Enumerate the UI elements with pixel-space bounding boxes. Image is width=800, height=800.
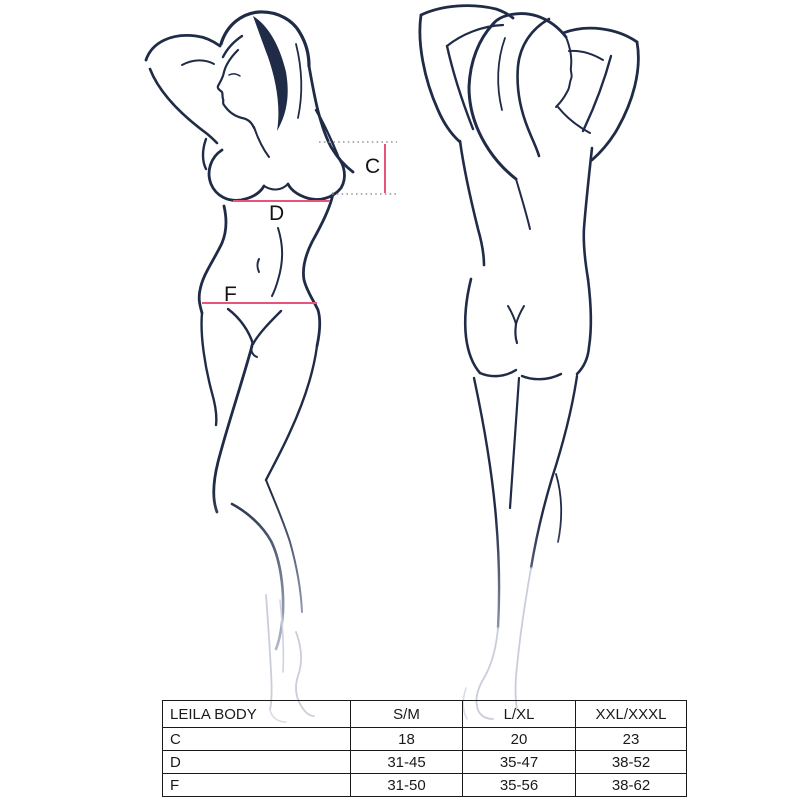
back-hair-outer [469,24,516,179]
back-right-shin-faint [516,568,532,710]
front-calf-line [232,504,283,649]
front-left-wrist-line [182,60,214,65]
back-left-hip-line [465,279,480,373]
back-hair-inner [518,19,549,156]
table-row-f [163,774,687,797]
table-row-d [163,751,687,774]
back-figure-illustration [420,6,638,719]
back-left-leg-outer [474,378,499,628]
front-hair-strand [296,44,301,118]
back-face-profile [556,37,572,107]
back-left-upperarm-outer [420,15,460,142]
back-left-cheek-line [480,370,516,376]
size-table-header-row [163,701,687,728]
table-row-c [163,728,687,751]
back-right-leg-outer [531,376,577,568]
value-d-xxl: 38-52 [576,751,687,774]
back-right-forearm-line [563,28,637,42]
size-column-xxl: XXL/XXXL [576,701,687,728]
size-table [162,700,687,797]
front-hair-mass [253,16,288,131]
back-right-upperarm-outer [592,42,638,160]
back-left-forearm-line [421,6,513,18]
back-right-upperarm-inner [583,56,611,131]
back-right-hip-line [577,279,591,374]
front-right-waist-hip-line [303,194,333,346]
front-neck-line [254,127,269,157]
front-navel-mark [258,259,260,272]
back-right-torso-line [584,148,592,279]
back-hair-tail [516,179,530,229]
front-face-profile [218,50,254,128]
value-c-lxl: 20 [463,728,576,751]
row-label-f: F [163,774,351,797]
back-crease-left [508,306,516,324]
back-right-hand-line [569,51,603,60]
front-hairline-left [223,36,242,57]
size-column-sm: S/M [351,701,463,728]
measure-label-d: D [269,202,285,225]
size-column-lxl: L/XL [463,701,576,728]
front-ab-line [272,228,282,296]
front-left-thigh-outer [202,313,217,425]
value-d-lxl: 35-47 [463,751,576,774]
front-left-forearm-line [146,35,220,60]
front-eye-line [229,74,240,76]
front-cross-thigh-line [214,346,252,512]
front-figure-illustration [146,12,353,722]
front-left-breast-line [209,150,264,200]
front-left-waist-hip-line [199,206,226,313]
back-right-cheek-line [522,374,561,379]
value-d-sm: 31-45 [351,751,463,774]
front-right-breast-line [288,156,344,200]
front-hair-flow-right [309,66,353,172]
front-bikini-line-right [253,311,281,344]
value-f-xxl: 38-62 [576,774,687,797]
value-f-lxl: 35-56 [463,774,576,797]
back-hair-strand [498,38,505,110]
back-left-forearm-inner [447,25,503,46]
front-right-shoulder-line [316,110,338,156]
back-crease-stem [515,324,517,343]
front-shin-faint-a [266,595,272,710]
back-crease-right [516,306,524,324]
front-cleavage-line [264,184,288,190]
row-label-d: D [163,751,351,774]
value-f-sm: 31-50 [351,774,463,797]
back-right-calf-line [556,474,561,542]
value-c-xxl: 23 [576,728,687,751]
product-name-cell: LEILA BODY [163,701,351,728]
front-right-thigh-outer [266,346,317,480]
measure-label-c: C [365,155,381,178]
back-left-torso-line [460,141,484,265]
front-bikini-line-left [228,309,253,344]
back-inner-thigh-line [510,378,519,508]
front-left-upperarm-line [150,69,217,143]
measure-label-f: F [224,283,237,306]
front-left-armpit-line [203,139,206,169]
row-label-c: C [163,728,351,751]
value-c-sm: 18 [351,728,463,751]
